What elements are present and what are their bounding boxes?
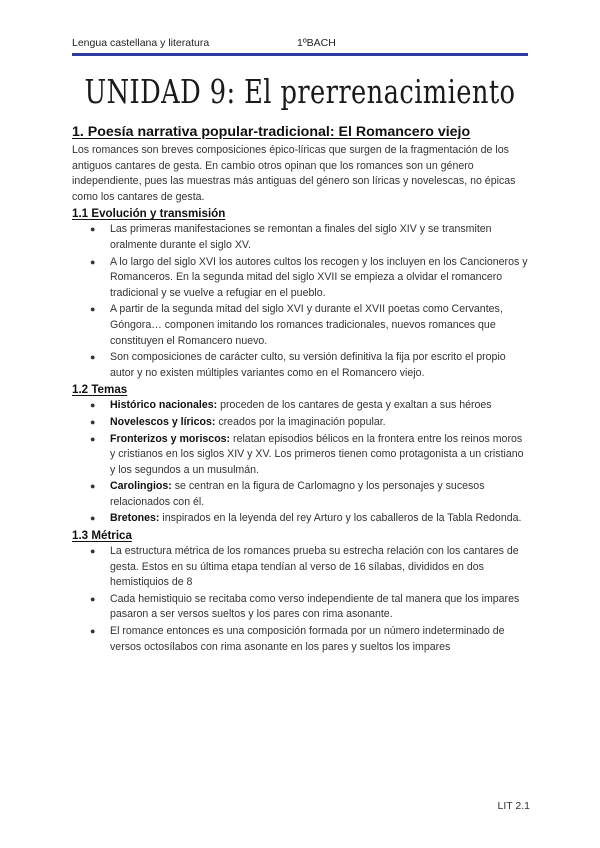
list-item-term: Carolingios: [110,480,172,493]
page-title: UNIDAD 9: El prerrenacimiento [84,72,516,111]
bullet-icon: ● [90,626,96,637]
page-number: LIT 2.1 [497,800,530,812]
evolucion-heading: 1.1 Evolución y transmisión [72,207,226,221]
metrica-list [72,544,530,655]
list-item [90,222,530,253]
bullet-icon: ● [90,304,96,315]
list-item-text: inspirados en la leyenda del rey Arturo y los caballeros de la Tabla Redonda. [159,512,522,525]
metrica-heading: 1.3 Métrica [72,529,132,543]
bullet-icon: ● [90,481,96,492]
page-header [72,37,528,51]
list-item [90,350,530,381]
header-subject: Lengua castellana y literatura [72,37,210,49]
list-item-text: El romance entonces es una composición formada por un número indeterminado de versos octosílabos con rima asonante en los pares y sueltos los impares [110,625,505,653]
list-item-text: A partir de la segunda mitad del siglo XVI y durante el XVII poetas como Cervantes, Góngora… componen imitando los romances tradicionales, nuevos romances que constituyen el Romancero nuevo. [110,303,503,347]
list-item [90,432,530,479]
list-item-text: relatan episodios bélicos en la frontera entre los reinos moros y cristianos en los siglos XIV y XV. Los primeros tienen como protagonista a un cristiano y los segundos a un musulmán. [110,432,524,476]
list-item-term: Bretones: [110,512,160,525]
bullet-icon: ● [90,224,96,235]
bullet-icon: ● [90,416,96,427]
list-item-text: creados por la imaginación popular. [215,415,386,428]
temas-list [72,398,530,527]
list-item-text: A lo largo del siglo XVI los autores cultos los recogen y los incluyen en los Cancioneros y Romanceros. En la segunda mitad del siglo XVII se empieza a olvidar el romancero tradicional y se vuelve a refugiar en el pueblo. [110,255,528,299]
bullet-icon: ● [90,400,96,411]
list-item-term: Histórico nacionales: [110,399,218,412]
list-item-text: se centran en la figura de Carlomagno y los personajes y sucesos relacionados con él. [110,480,485,508]
list-item [90,255,530,302]
temas-heading: 1.2 Temas [72,383,128,397]
bullet-icon: ● [90,352,96,363]
list-item-text: Las primeras manifestaciones se remontan a finales del siglo XIV y se transmiten oralmente durante el siglo XV. [110,223,492,251]
list-item [90,592,530,623]
list-item-text: Cada hemistiquio se recitaba como verso independiente de tal manera que los impares pasaron a ser versos sueltos y los pares con rima asonante. [110,592,520,621]
list-item-text: proceden de los cantares de gesta y exaltan a sus héroes [217,399,492,412]
bullet-icon: ● [90,546,96,557]
list-item [90,624,530,655]
list-item-text: La estructura métrica de los romances prueba su estrecha relación con los cantares de gesta. Estos en su última etapa tendían al verso de 16 sílabas, divididos en dos hemistiquios de 8 [110,545,519,589]
evolucion-list [72,222,530,381]
bullet-icon: ● [90,513,96,524]
list-item-term: Novelescos y líricos: [110,415,216,428]
list-item [90,415,530,431]
list-item [90,479,530,510]
page-content [72,124,530,656]
list-item [90,511,530,527]
bullet-icon: ● [90,593,96,604]
list-item [90,544,530,591]
intro-paragraph: Los romances son breves composiciones épico-líricas que surgen de la fragmentación de los antiguos cantares de gesta. En cambio otros opinan que los romances son un género independiente, pues las muestras más antiguas del género son líricas y novelescas, no épicas como los cantares de gesta. [72,144,516,203]
header-rule [72,53,528,56]
section-heading: 1. Poesía narrativa popular-tradicional: El Romancero viejo [72,124,471,140]
header-course: 1ºBACH [297,37,336,49]
bullet-icon: ● [90,433,96,444]
list-item-term: Fronterizos y moriscos: [110,432,231,445]
list-item [90,398,530,414]
list-item [90,302,530,349]
list-item-text: Son composiciones de carácter culto, su versión definitiva la fija por escrito el propio autor y no existen múltiples variantes como en el Romancero viejo. [110,351,506,379]
bullet-icon: ● [90,256,96,267]
